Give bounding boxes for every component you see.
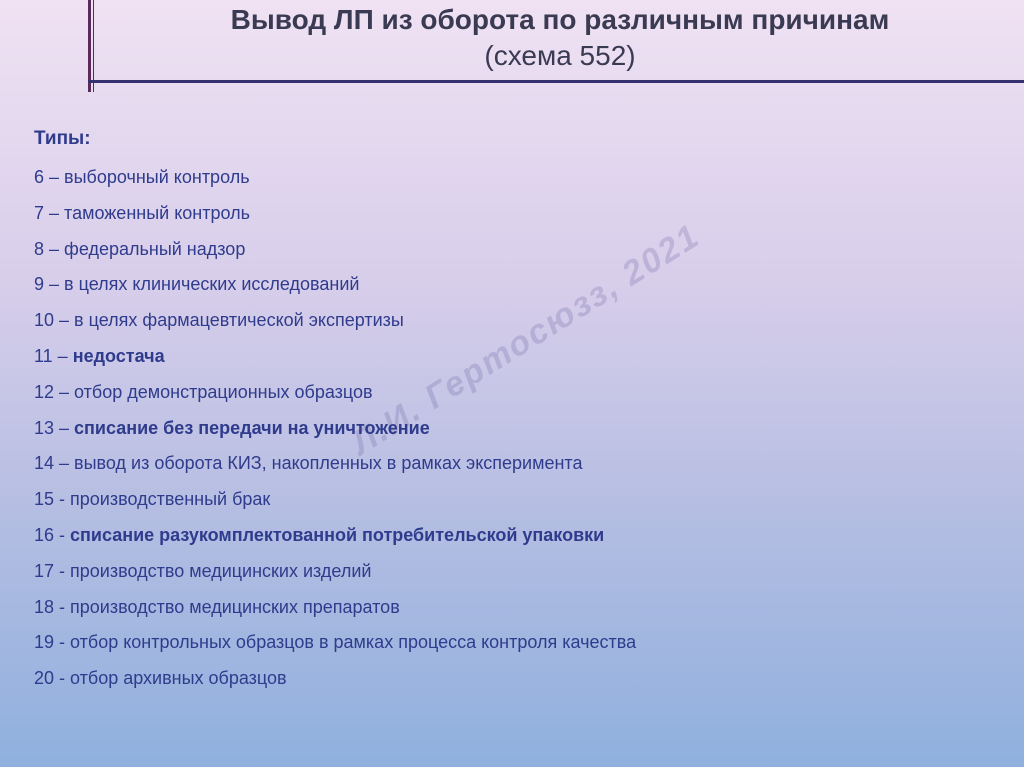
list-item-number: 11 – [34, 345, 73, 366]
list-item-number: 9 – [34, 274, 65, 295]
list-item-number: 15 - [34, 489, 71, 510]
decorative-line-thin [93, 0, 94, 92]
slide-title-line2: (схема 552) [484, 40, 636, 71]
list-item [34, 482, 636, 518]
list-item [34, 196, 636, 232]
list-item [34, 303, 636, 339]
list-item-text: отбор демонстрационных образцов [74, 381, 373, 402]
list-item-number: 10 – [34, 310, 75, 331]
list-item-text: производственный брак [70, 489, 271, 510]
list-item-text: списание без передачи на уничтожение [74, 417, 430, 438]
list-item-text: недостача [72, 345, 165, 366]
list-item-text: производство медицинских препаратов [70, 596, 400, 617]
list-item [34, 375, 636, 411]
watermark: Л.И. Гертосюзз, 2021 [345, 216, 707, 463]
list-item-number: 6 – [34, 167, 65, 187]
list-item-text: отбор архивных образцов [70, 668, 287, 689]
list-item [34, 590, 636, 626]
list-item [34, 160, 636, 196]
list-item-text: вывод из оборота КИЗ, накопленных в рамках эксперимента [74, 453, 583, 474]
slide-title-line1: Вывод ЛП из оборота по различным причинам [230, 4, 890, 35]
list-item-number: 14 – [34, 453, 75, 474]
decorative-vertical-lines [88, 0, 96, 92]
types-list [34, 160, 636, 697]
decorative-line-thick [88, 0, 91, 92]
list-item-number: 8 – [34, 238, 65, 259]
list-item-number: 17 - [34, 560, 71, 581]
list-item [34, 554, 636, 590]
list-item-text: выборочный контроль [64, 167, 250, 187]
list-item [34, 411, 636, 447]
list-item [34, 232, 636, 268]
slide-title [96, 2, 1024, 74]
list-item-text: списание разукомплектованной потребительской упаковки [70, 524, 605, 545]
list-item-number: 19 - [34, 632, 71, 653]
list-item-number: 20 - [34, 668, 71, 689]
list-item-text: в целях фармацевтической экспертизы [74, 310, 404, 331]
list-item [34, 661, 636, 697]
list-item-text: федеральный надзор [64, 238, 246, 259]
list-item-number: 12 – [34, 381, 75, 402]
slide-content [34, 124, 636, 697]
header-divider [88, 80, 1024, 83]
list-item-text: отбор контрольных образцов в рамках процесса контроля качества [70, 632, 637, 653]
list-item-number: 18 - [34, 596, 71, 617]
types-heading: Типы: [34, 128, 91, 149]
list-item-text: таможенный контроль [64, 202, 250, 223]
list-item [34, 625, 636, 661]
list-item-text: в целях клинических исследований [64, 274, 360, 295]
list-item-text: производство медицинских изделий [70, 560, 372, 581]
list-item [34, 518, 636, 554]
list-item-number: 13 – [34, 417, 75, 438]
list-item [34, 446, 636, 482]
list-item [34, 267, 636, 303]
list-item [34, 339, 636, 375]
list-item-number: 16 - [34, 524, 71, 545]
list-item-number: 7 – [34, 202, 65, 223]
